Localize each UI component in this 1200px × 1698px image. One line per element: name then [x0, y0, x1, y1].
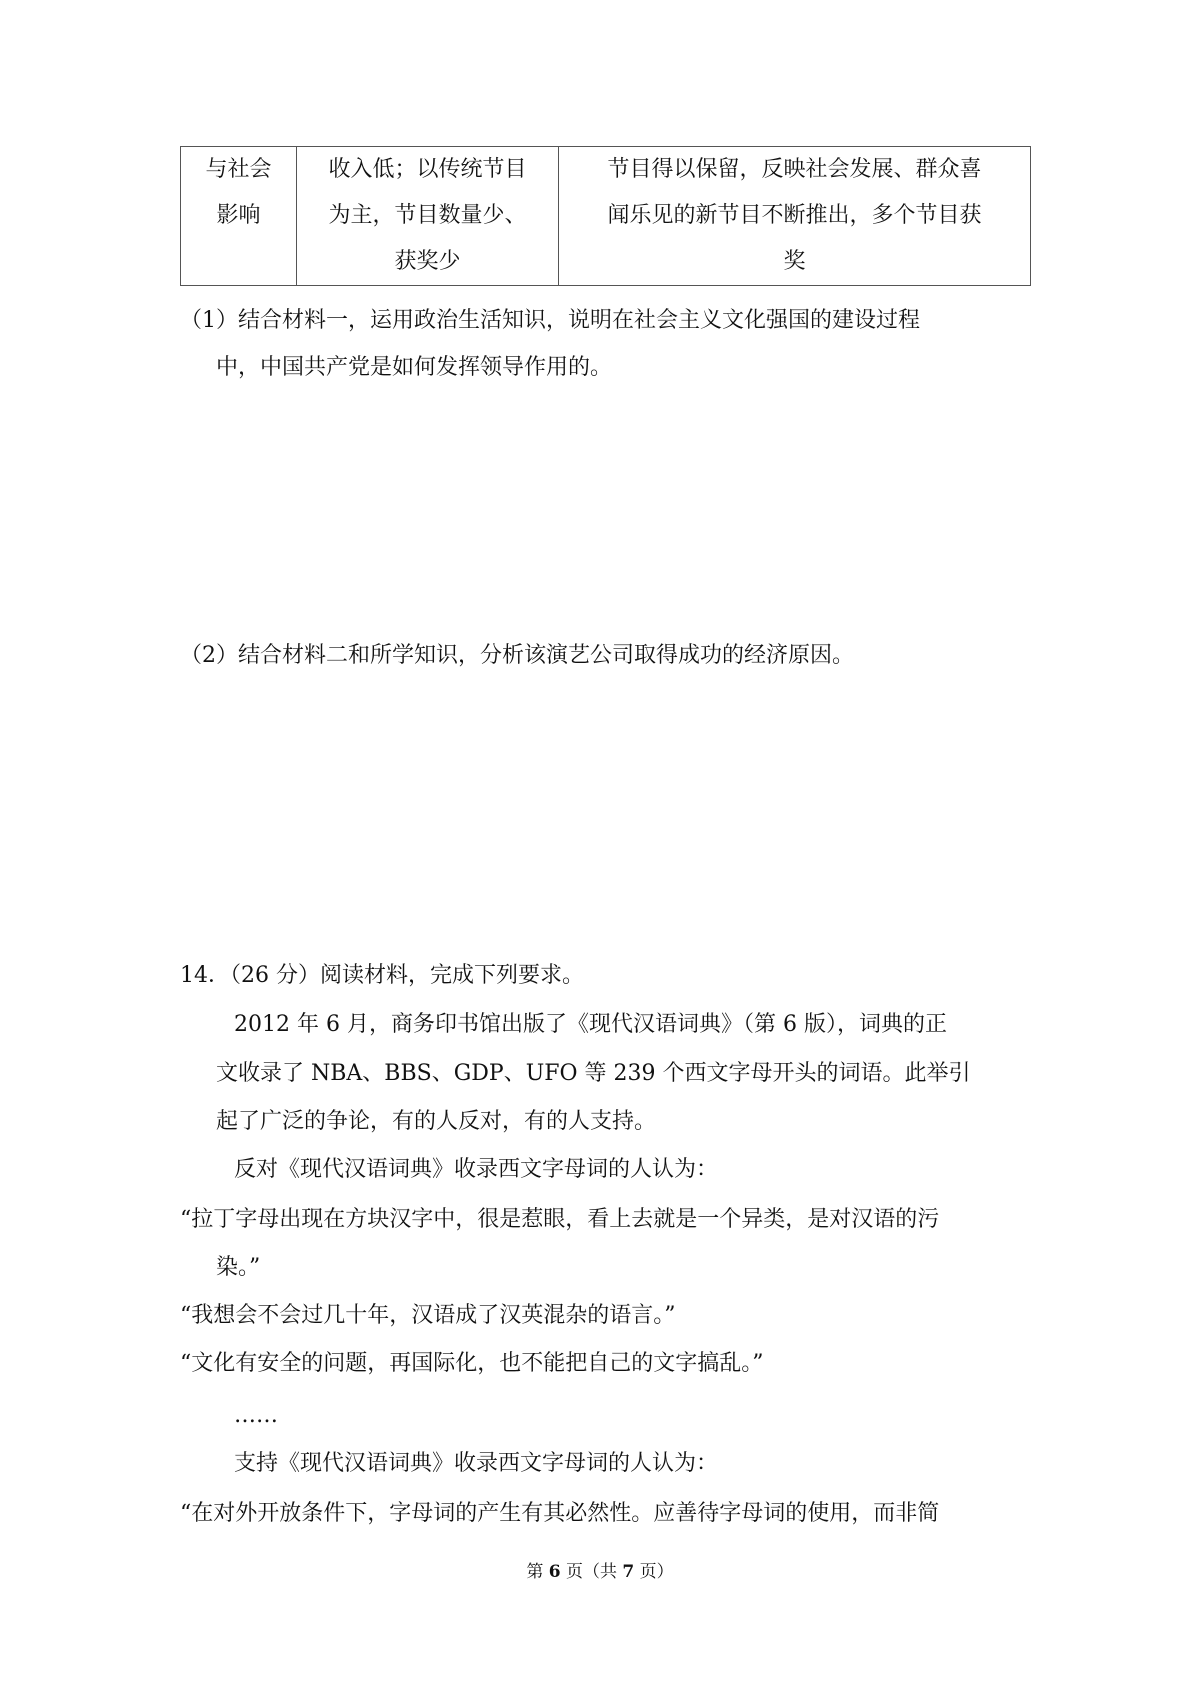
footer-prefix: 第 — [526, 1562, 549, 1582]
table-cell-category: 与社会 影响 — [181, 147, 297, 286]
quote-1-line-2: 染。” — [216, 1255, 261, 1280]
material-para-line-3: 起了广泛的争论，有的人反对，有的人支持。 — [216, 1109, 657, 1134]
page-footer — [0, 1560, 1200, 1584]
quote-1-line-1: “拉丁字母出现在方块汉字中，很是惹眼，看上去就是一个异类，是对汉语的污 — [180, 1207, 940, 1232]
footer-mid: 页（共 — [560, 1562, 623, 1582]
quote-4-line-1: “在对外开放条件下，字母词的产生有其必然性。应善待字母词的使用，而非简 — [180, 1501, 940, 1526]
footer-total-pages: 7 — [622, 1562, 635, 1582]
material-para-line-2: 文收录了 NBA、BBS、GDP、UFO 等 239 个西文字母开头的词语。此举引 — [216, 1061, 971, 1086]
footer-page-number: 6 — [548, 1562, 561, 1582]
continuation-table — [180, 146, 1031, 286]
quote-3: “文化有安全的问题，再国际化，也不能把自己的文字搞乱。” — [180, 1351, 764, 1376]
oppose-intro: 反对《现代汉语词典》收录西文字母词的人认为： — [234, 1157, 719, 1182]
table-cell-after: 节目得以保留，反映社会发展、群众喜 闻乐见的新节目不断推出，多个节目获 奖 — [559, 147, 1031, 286]
ellipsis: …… — [234, 1403, 278, 1428]
table-row — [181, 147, 1031, 286]
question-1-line-1: （1）结合材料一，运用政治生活知识，说明在社会主义文化强国的建设过程 — [180, 308, 920, 333]
material-para-line-1: 2012 年 6 月，商务印书馆出版了《现代汉语词典》（第 6 版），词典的正 — [234, 1012, 947, 1037]
support-intro: 支持《现代汉语词典》收录西文字母词的人认为： — [234, 1451, 719, 1476]
table-cell-before: 收入低；以传统节目 为主，节目数量少、 获奖少 — [297, 147, 559, 286]
question-1-line-2: 中，中国共产党是如何发挥领导作用的。 — [216, 355, 613, 380]
quote-2: “我想会不会过几十年，汉语成了汉英混杂的语言。” — [180, 1303, 676, 1328]
footer-suffix: 页） — [634, 1562, 674, 1582]
question-14-header: 14．（26 分）阅读材料，完成下列要求。 — [180, 963, 584, 988]
question-2-line-1: （2）结合材料二和所学知识，分析该演艺公司取得成功的经济原因。 — [180, 643, 854, 668]
